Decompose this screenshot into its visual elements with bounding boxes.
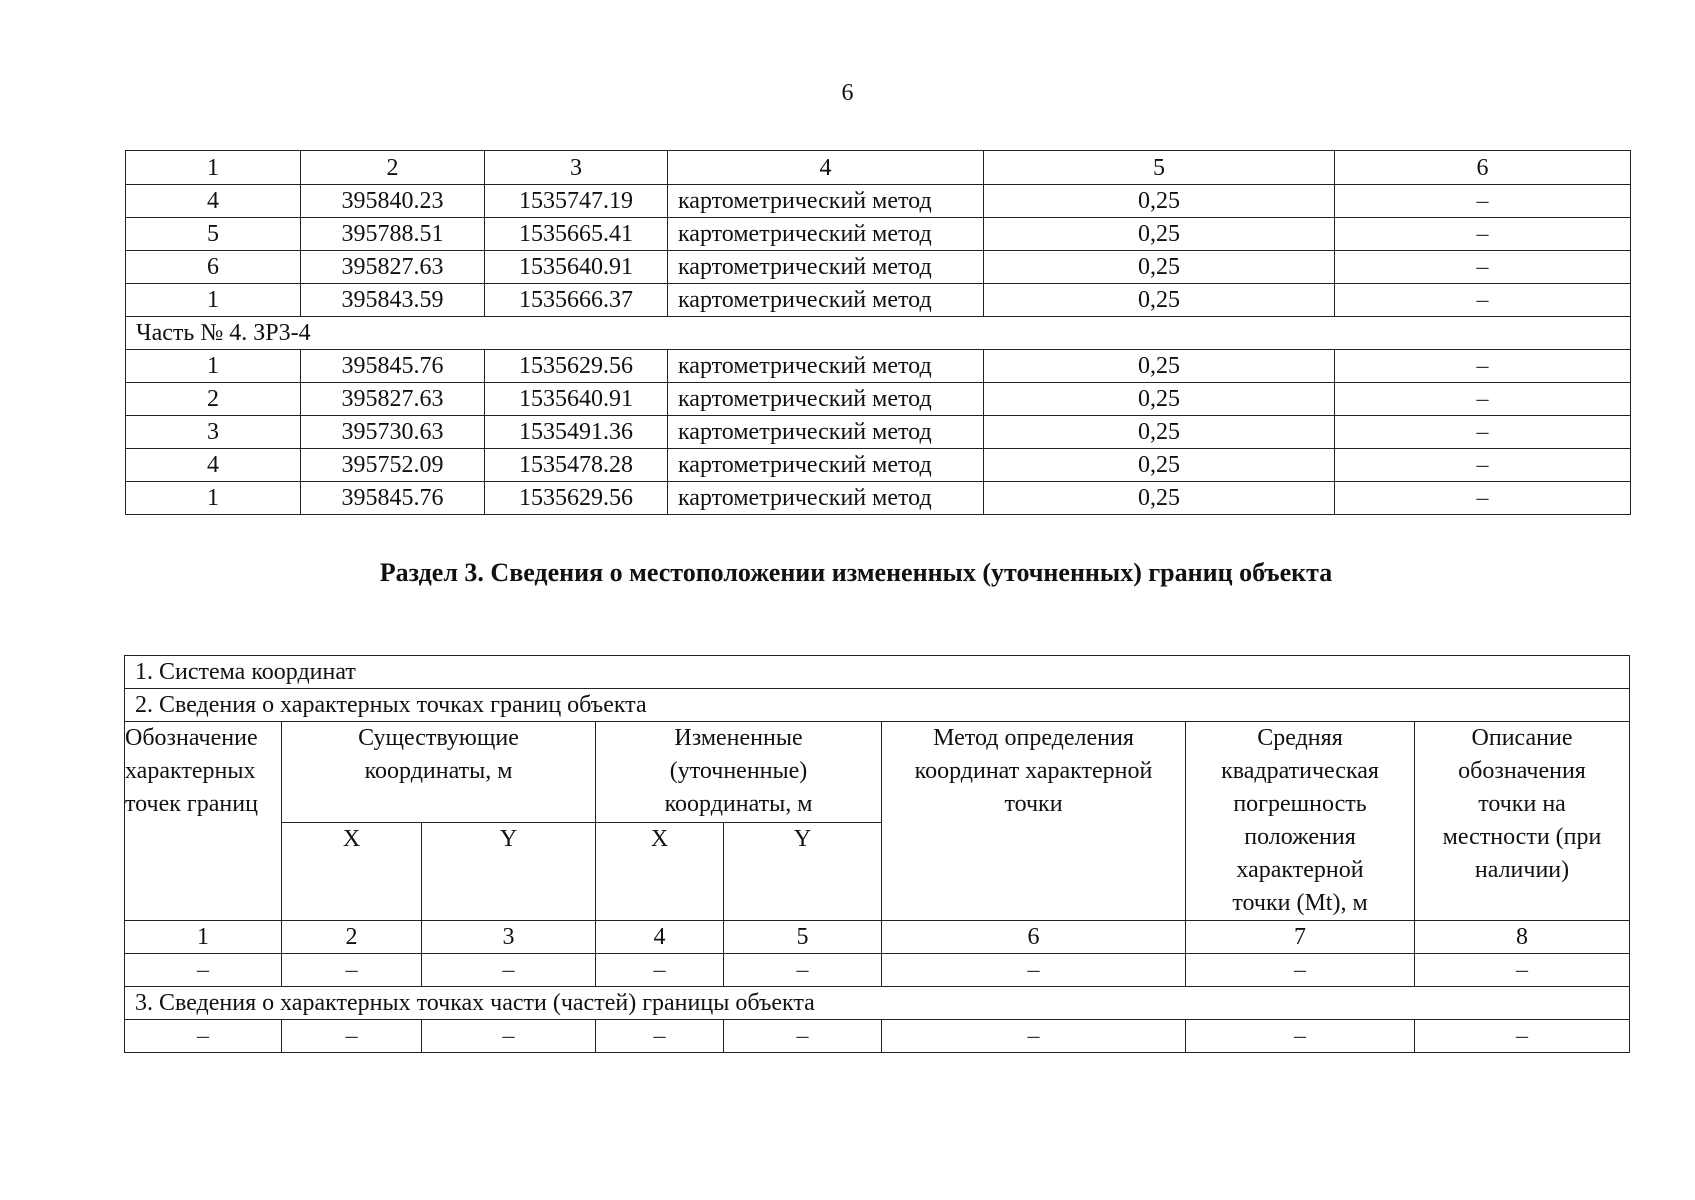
- empty-data-row: [125, 954, 1630, 987]
- description-cell: –: [1335, 482, 1631, 515]
- header-existing-y: Y: [422, 823, 596, 921]
- header-description: Описание обозначения точки на местности (при наличии): [1415, 722, 1630, 921]
- method-cell: картометрический метод: [668, 383, 984, 416]
- column-number: 3: [485, 151, 668, 185]
- column-number: 4: [668, 151, 984, 185]
- point-cell: 2: [126, 383, 301, 416]
- x-cell: 395827.63: [301, 383, 485, 416]
- empty-cell: –: [1186, 1020, 1415, 1053]
- point-cell: 3: [126, 416, 301, 449]
- error-cell: 0,25: [984, 251, 1335, 284]
- y-cell: 1535666.37: [485, 284, 668, 317]
- empty-cell: –: [282, 1020, 422, 1053]
- method-cell: картометрический метод: [668, 350, 984, 383]
- coord-system-label: 1. Система координат: [125, 656, 1630, 689]
- empty-cell: –: [422, 1020, 596, 1053]
- page-number: 6: [841, 80, 854, 106]
- error-cell: 0,25: [984, 383, 1335, 416]
- empty-parts-row: [125, 1020, 1630, 1053]
- y-cell: 1535629.56: [485, 482, 668, 515]
- column-number: 6: [882, 921, 1186, 954]
- table-row: [126, 284, 1631, 317]
- x-cell: 395730.63: [301, 416, 485, 449]
- header-mean-error: Средняя квадратическая погрешность положения характерной точки (Mt), м: [1186, 722, 1415, 921]
- y-cell: 1535665.41: [485, 218, 668, 251]
- empty-cell: –: [282, 954, 422, 987]
- description-cell: –: [1335, 251, 1631, 284]
- table-row: [126, 449, 1631, 482]
- empty-cell: –: [1415, 954, 1630, 987]
- empty-cell: –: [596, 1020, 724, 1053]
- error-cell: 0,25: [984, 350, 1335, 383]
- x-cell: 395788.51: [301, 218, 485, 251]
- point-cell: 4: [126, 449, 301, 482]
- part-title: Часть № 4. ЗР3-4: [126, 317, 1631, 350]
- table-row: [126, 185, 1631, 218]
- header-existing-coordinates: Существующие координаты, м: [282, 722, 596, 823]
- parts-info-label: 3. Сведения о характерных точках части (частей) границы объекта: [125, 987, 1630, 1020]
- parts-info-row: [125, 987, 1630, 1020]
- description-cell: –: [1335, 350, 1631, 383]
- empty-cell: –: [1186, 954, 1415, 987]
- description-cell: –: [1335, 383, 1631, 416]
- point-cell: 1: [126, 284, 301, 317]
- y-cell: 1535747.19: [485, 185, 668, 218]
- empty-cell: –: [724, 954, 882, 987]
- coord-system-row: [125, 656, 1630, 689]
- column-number: 1: [126, 151, 301, 185]
- column-number: 5: [984, 151, 1335, 185]
- empty-cell: –: [125, 1020, 282, 1053]
- header-designation: Обозначение характерных точек границ: [125, 722, 282, 921]
- points-info-row: [125, 689, 1630, 722]
- x-cell: 395840.23: [301, 185, 485, 218]
- header-changed-y: Y: [724, 823, 882, 921]
- column-number: 7: [1186, 921, 1415, 954]
- description-cell: –: [1335, 416, 1631, 449]
- x-cell: 395827.63: [301, 251, 485, 284]
- description-cell: –: [1335, 284, 1631, 317]
- table-row: [126, 350, 1631, 383]
- error-cell: 0,25: [984, 416, 1335, 449]
- description-cell: –: [1335, 218, 1631, 251]
- empty-cell: –: [724, 1020, 882, 1053]
- point-cell: 6: [126, 251, 301, 284]
- x-cell: 395843.59: [301, 284, 485, 317]
- error-cell: 0,25: [984, 185, 1335, 218]
- part-title-row: [126, 317, 1631, 350]
- table-row: [126, 383, 1631, 416]
- empty-cell: –: [882, 1020, 1186, 1053]
- method-cell: картометрический метод: [668, 416, 984, 449]
- table-row: [126, 482, 1631, 515]
- point-cell: 5: [126, 218, 301, 251]
- table-row: [126, 218, 1631, 251]
- method-cell: картометрический метод: [668, 449, 984, 482]
- y-cell: 1535478.28: [485, 449, 668, 482]
- method-cell: картометрический метод: [668, 482, 984, 515]
- column-number: 6: [1335, 151, 1631, 185]
- y-cell: 1535640.91: [485, 383, 668, 416]
- error-cell: 0,25: [984, 218, 1335, 251]
- table-row: [126, 251, 1631, 284]
- error-cell: 0,25: [984, 449, 1335, 482]
- header-row: [125, 722, 1630, 823]
- column-number: 8: [1415, 921, 1630, 954]
- column-number-row: [125, 921, 1630, 954]
- empty-cell: –: [1415, 1020, 1630, 1053]
- column-number-row: [126, 151, 1631, 185]
- column-number: 3: [422, 921, 596, 954]
- point-cell: 1: [126, 350, 301, 383]
- y-cell: 1535629.56: [485, 350, 668, 383]
- column-number: 4: [596, 921, 724, 954]
- method-cell: картометрический метод: [668, 218, 984, 251]
- x-cell: 395845.76: [301, 350, 485, 383]
- point-cell: 4: [126, 185, 301, 218]
- error-cell: 0,25: [984, 284, 1335, 317]
- error-cell: 0,25: [984, 482, 1335, 515]
- column-number: 1: [125, 921, 282, 954]
- description-cell: –: [1335, 449, 1631, 482]
- column-number: 2: [282, 921, 422, 954]
- coordinates-table-continued: [125, 150, 1631, 515]
- header-method: Метод определения координат характерной точки: [882, 722, 1186, 921]
- method-cell: картометрический метод: [668, 284, 984, 317]
- empty-cell: –: [422, 954, 596, 987]
- x-cell: 395752.09: [301, 449, 485, 482]
- changed-boundaries-table: [124, 655, 1630, 1053]
- points-info-label: 2. Сведения о характерных точках границ объекта: [125, 689, 1630, 722]
- empty-cell: –: [125, 954, 282, 987]
- y-cell: 1535491.36: [485, 416, 668, 449]
- table-row: [126, 416, 1631, 449]
- y-cell: 1535640.91: [485, 251, 668, 284]
- column-number: 2: [301, 151, 485, 185]
- header-existing-x: X: [282, 823, 422, 921]
- empty-cell: –: [596, 954, 724, 987]
- description-cell: –: [1335, 185, 1631, 218]
- header-changed-x: X: [596, 823, 724, 921]
- method-cell: картометрический метод: [668, 185, 984, 218]
- x-cell: 395845.76: [301, 482, 485, 515]
- column-number: 5: [724, 921, 882, 954]
- section-title: Раздел 3. Сведения о местоположении измененных (уточненных) границ объекта: [379, 558, 1333, 587]
- header-changed-coordinates: Измененные (уточненные) координаты, м: [596, 722, 882, 823]
- empty-cell: –: [882, 954, 1186, 987]
- method-cell: картометрический метод: [668, 251, 984, 284]
- point-cell: 1: [126, 482, 301, 515]
